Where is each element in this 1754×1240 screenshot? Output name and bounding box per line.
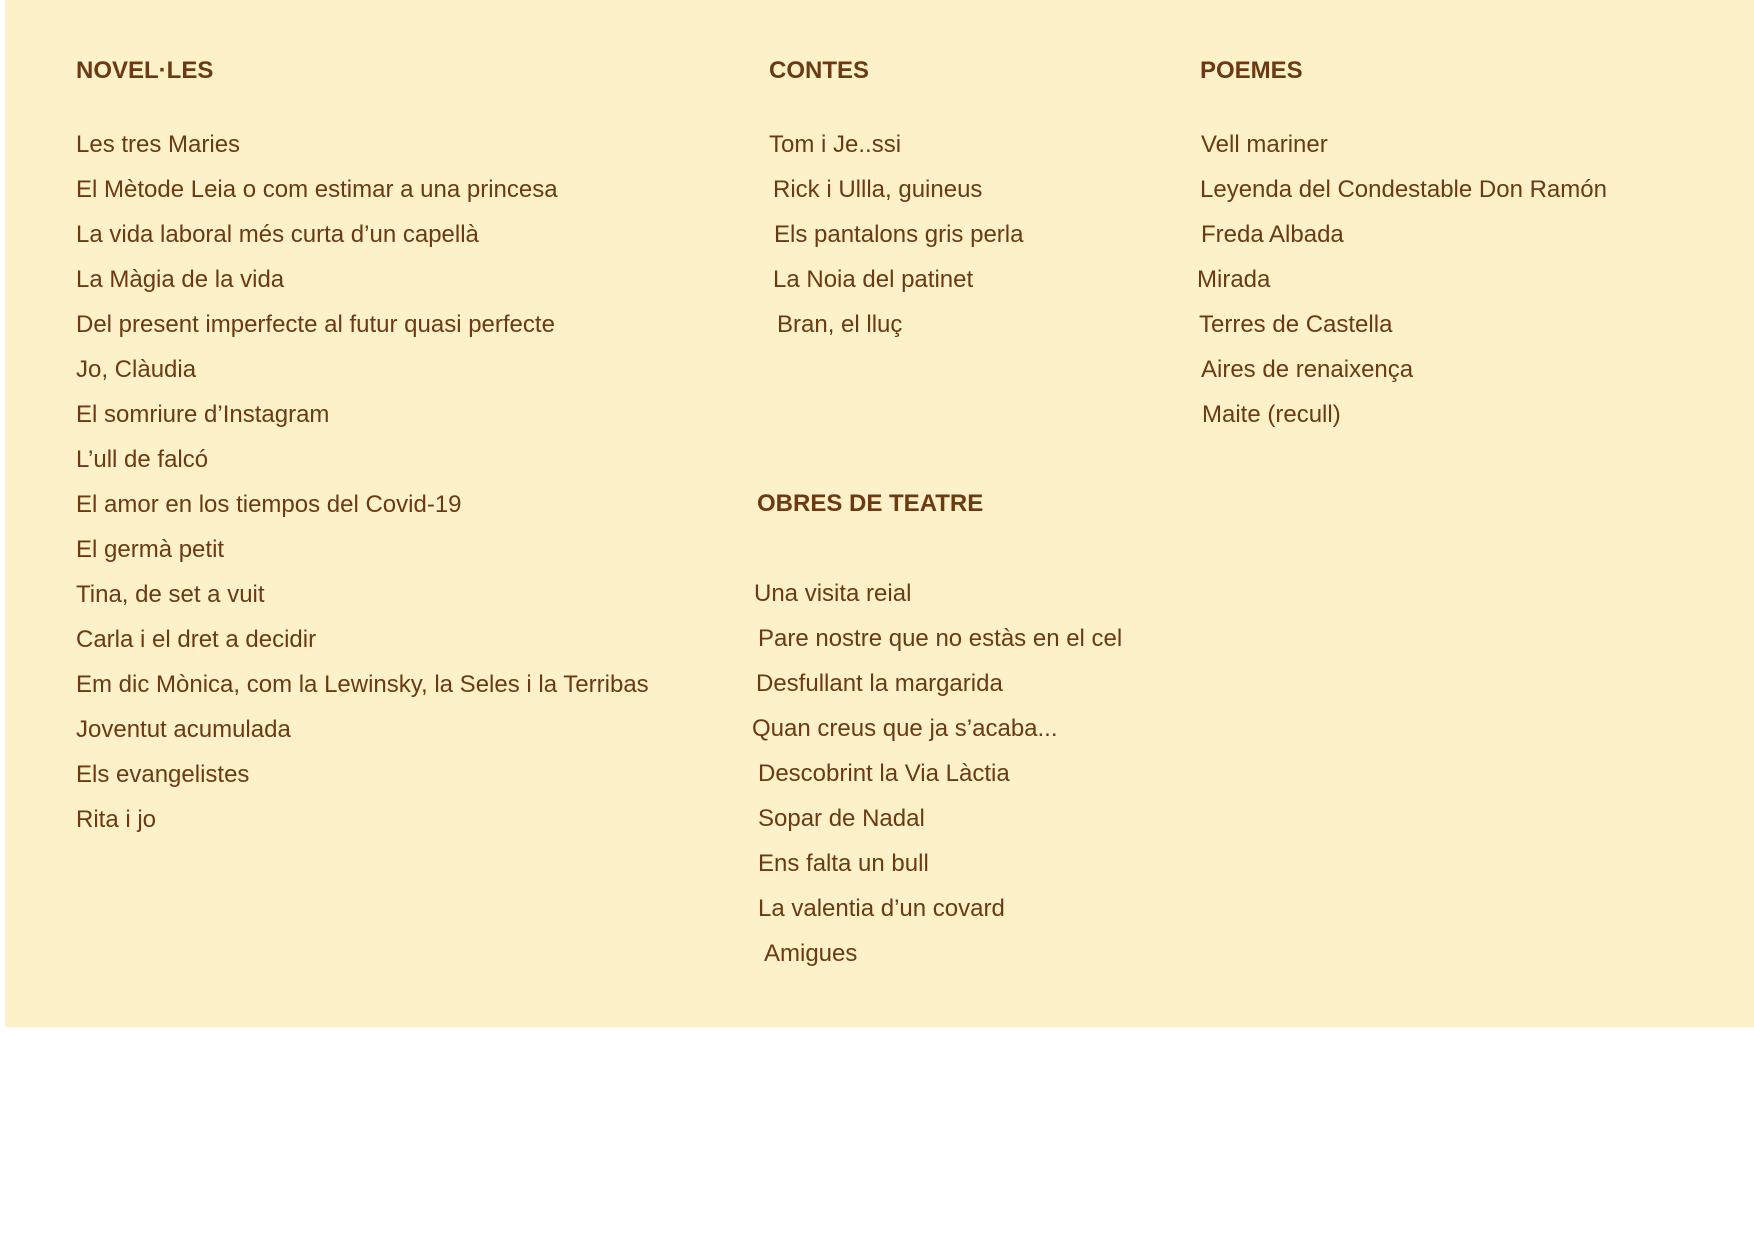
novel-item: Carla i el dret a decidir: [76, 626, 317, 653]
poem-item: Mirada: [1197, 266, 1271, 293]
novel-item: Joventut acumulada: [76, 716, 291, 743]
novel-item: Les tres Maries: [76, 131, 241, 158]
novel-item: El Mètode Leia o com estimar a una princesa: [76, 176, 558, 203]
novel-item: Jo, Clàudia: [76, 356, 197, 383]
play-item: Ens falta un bull: [758, 850, 929, 877]
novel-item: El amor en los tiempos del Covid-19: [76, 491, 462, 518]
stories-heading: CONTES: [769, 57, 870, 84]
plays-list: [752, 580, 1122, 985]
stories-list: [769, 131, 1023, 356]
novel-item: La vida laboral més curta d’un capellà: [76, 221, 479, 248]
poem-item: Vell mariner: [1201, 131, 1328, 158]
poem-item: Terres de Castella: [1199, 311, 1393, 338]
novel-item: El somriure d’Instagram: [76, 401, 330, 428]
novel-item: La Màgia de la vida: [76, 266, 285, 293]
story-item: Tom i Je..ssi: [769, 131, 902, 158]
play-item: Sopar de Nadal: [758, 805, 925, 832]
story-item: Rick i Ullla, guineus: [773, 176, 983, 203]
play-item: Una visita reial: [754, 580, 912, 607]
plays-heading: OBRES DE TEATRE: [757, 490, 984, 517]
novel-item: Del present imperfecte al futur quasi perfecte: [76, 311, 555, 338]
play-item: Pare nostre que no estàs en el cel: [758, 625, 1123, 652]
poem-item: Aires de renaixença: [1201, 356, 1414, 383]
poems-list: [1197, 131, 1607, 446]
play-item: Quan creus que ja s’acaba...: [752, 715, 1058, 742]
novels-list: [76, 131, 649, 851]
play-item: Amigues: [764, 940, 858, 967]
poem-item: Leyenda del Condestable Don Ramón: [1200, 176, 1607, 203]
novel-item: Tina, de set a vuit: [76, 581, 265, 608]
novel-item: Els evangelistes: [76, 761, 250, 788]
novel-item: L’ull de falcó: [76, 446, 209, 473]
poem-item: Maite (recull): [1202, 401, 1341, 428]
poems-heading: POEMES: [1200, 57, 1303, 84]
novel-item: Em dic Mònica, com la Lewinsky, la Seles i la Terribas: [76, 671, 649, 698]
play-item: Descobrint la Via Làctia: [758, 760, 1010, 787]
novels-heading: NOVEL·LES: [76, 57, 214, 84]
novel-item: Rita i jo: [76, 806, 157, 833]
play-item: La valentia d’un covard: [758, 895, 1005, 922]
novel-item: El germà petit: [76, 536, 225, 563]
story-item: Bran, el lluç: [777, 311, 903, 338]
play-item: Desfullant la margarida: [756, 670, 1003, 697]
story-item: Els pantalons gris perla: [774, 221, 1024, 248]
poem-item: Freda Albada: [1201, 221, 1344, 248]
story-item: La Noia del patinet: [773, 266, 974, 293]
